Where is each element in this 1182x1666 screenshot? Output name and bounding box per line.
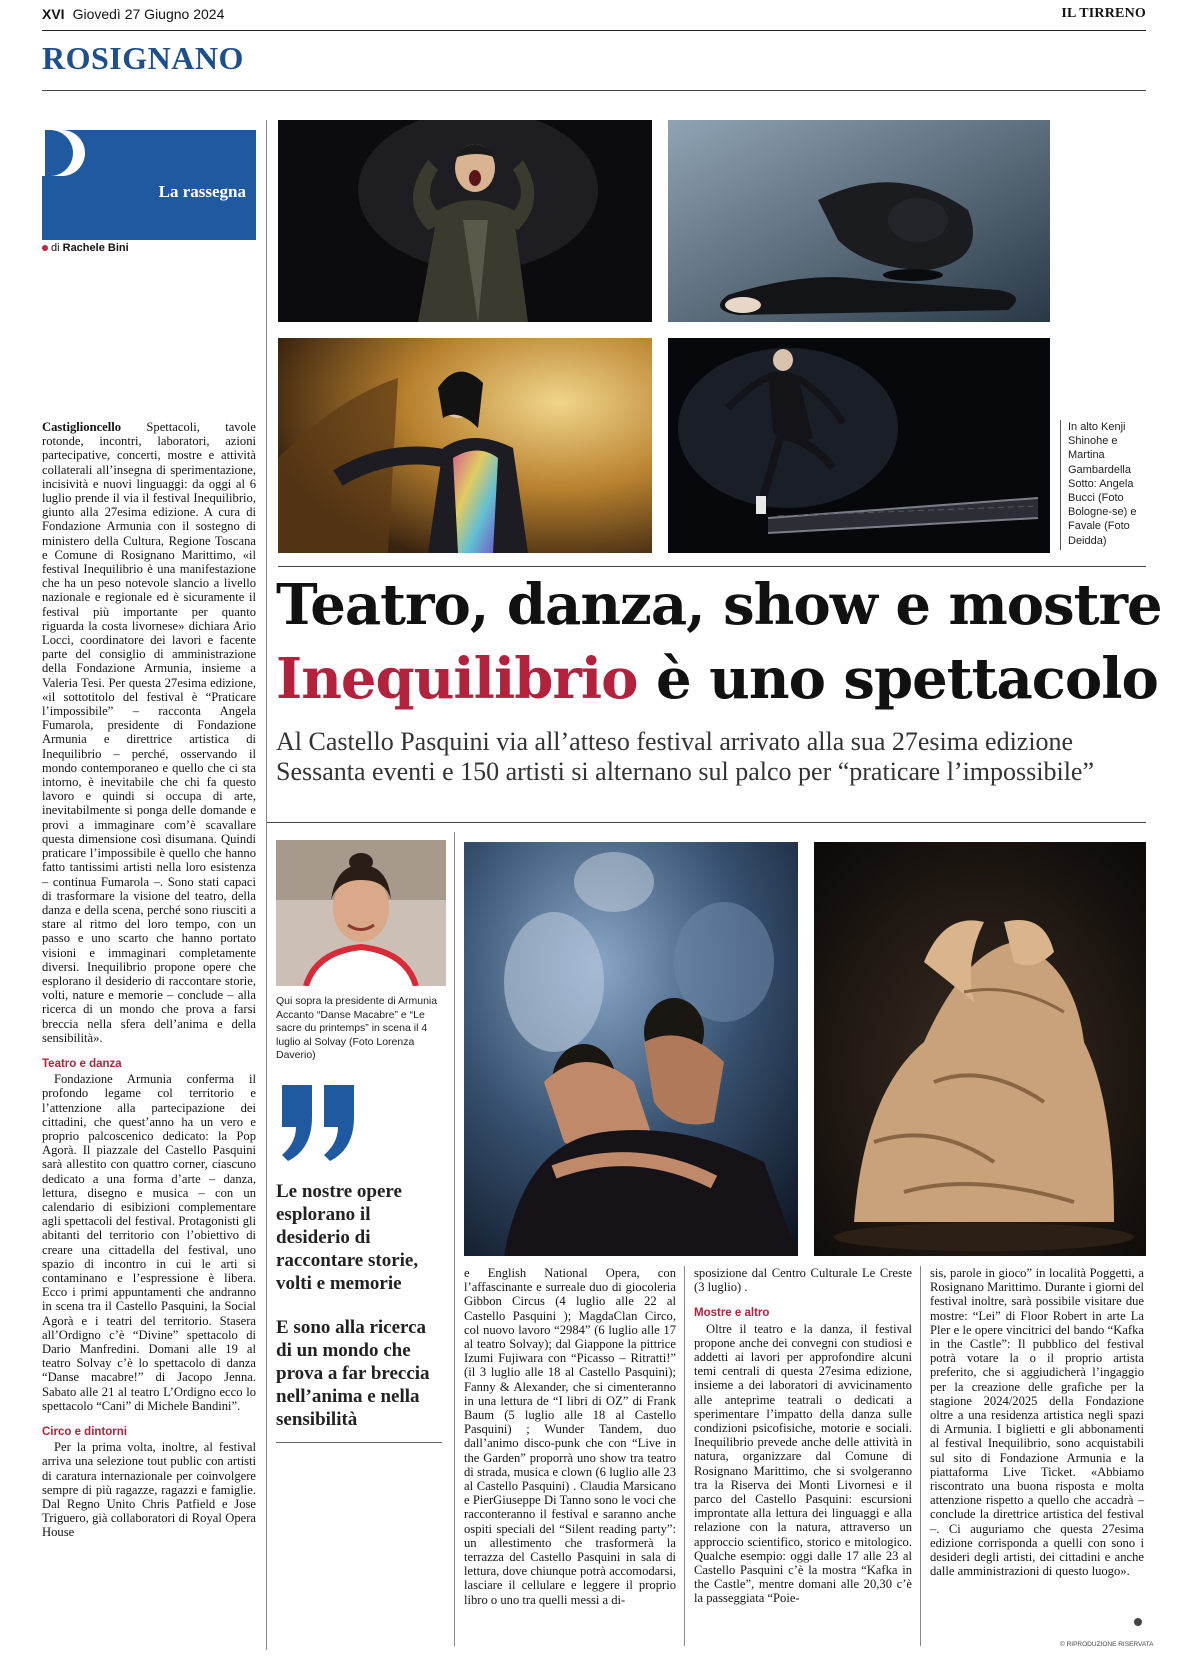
subheadline-1: Al Castello Pasquini via all’atteso festival arrivato alla sua 27esima edizione — [276, 727, 1074, 756]
subhead-circo: Circo e dintorni — [42, 1426, 127, 1439]
column-divider — [684, 1266, 685, 1646]
byline: di Rachele Bini — [42, 242, 129, 254]
header-divider — [42, 30, 1146, 31]
photo-caption-portrait: Qui sopra la presidente di Armunia Accanto “Danse Macabre” e “Le sacre du printemps” in scena il 4 luglio al Solvay (Foto Lorenza Daverio) — [276, 995, 438, 1062]
article-paragraph: Fondazione Armunia conferma il profondo legame col territorio e l’attenzione alla partecipazione dei cittadini, che quest’anno ha un vero e proprio palcoscenico dedicato: la Pop Agorà. Il piazzale del Castello Pasquini sarà allestito con quattro corner, ciascuno dedicato a una forma d’arte – danza, lettura, disegno e musica – con un calendario di esibizioni complementare agli spettacoli del festival. Protagonisti gli abitanti del territorio con l’obiettivo di creare una cittadella del festival, uno spazio di incontro in cui le arti si contaminano e l’espressione è libera. Ecco i primi appuntamenti che andranno in scena tra il Castello Pasquini, la Social Agorà e i teatri del territorio. Stasera all’Ordigno c’è “Divine” spettacolo di Dario Manfredini. Domani alle 19 al teatro Solvay c’è lo spettacolo di danza “Danse macabre!” di Jacopo Jenna. Sabato alle 21 al teatro L’Ordigno ecco lo spettacolo “Cani” di Michele Bandini”. — [42, 1072, 256, 1413]
headline-festival-name: Inequilibrio — [276, 646, 638, 712]
photo-martina-gambardella — [668, 120, 1050, 322]
column-divider — [266, 120, 267, 1650]
article-column-2 — [464, 1266, 676, 1607]
article-paragraph: Castiglioncello Spettacoli, tavole rotonde, incontri, laboratori, azioni partecipative, concerti, mostre e attività collaterali all’insegna di sperimentazione, incisività e nuovi linguaggi: da oggi al 6 luglio prende il via il festival Inequilibrio, giunto alla 27esima edizione. A cura di Fondazione Armunia con il sostegno di ministero della Cultura, Regione Toscana e Comune di Rosignano Marittimo, «il festival Inequilibrio è una manifestazione che ha un peso notevole slancio a livello nazionale e regionale ed è sicuramente il festival più importante per quanto riguarda la costa livornese» dichiara Ario Locci, coordinatore dei lavori e facente parte del consiglio di amministrazione della Fondazione Armunia, insieme a Valeria Tesi. Per questa 27esima edizione, «il sottotitolo del festival è “Praticare l’impossibile” – racconta Angela Fumarola, presidente di Fondazione Armunia e direttrice artistica di Inequilibrio – perché, osservando il mondo contemporaneo e quello che ci sta intorno, è inevitabile che chi fa questo lavoro e quindi si occupa di arte, inevitabilmente si ponga delle domande e provi a immaginare com’è scavallare questa dimensione così disumana. Quindi praticare l’impossibile è quello che hanno fatto tantissimi artisti nella loro esistenza – continua Fumarola –. Sono stati capaci di trasformare la visione del teatro, della danza e della scena, perché sono riusciti a stare al ritmo del loro tempo, con un passo e uno scarto che hanno portato visioni e immaginari completamente diversi. Inequilibrio propone opere che esplorano il desiderio di raccontare storie, volti, nature e memorie – conclude – alla ricerca di un mondo che prova a farsi breccia nella sfera dell’anima e della sensibilità». — [42, 420, 256, 1045]
headline-line1: Teatro, danza, show e mostre — [276, 572, 1162, 638]
caption-divider — [1060, 420, 1061, 550]
section-title: ROSIGNANO — [42, 40, 244, 76]
article-paragraph: sposizione dal Centro Culturale Le Creste (3 luglio) . — [694, 1266, 912, 1295]
issue-date: Giovedì 27 Giugno 2024 — [72, 6, 225, 22]
photo-angela-fumarola — [276, 840, 446, 986]
photo-favale — [668, 338, 1050, 553]
newspaper-name: IL TIRRENO — [1061, 6, 1146, 21]
article-paragraph: e English National Opera, con l’affascinante e surreale duo di giocoleria Gibbon Circus (4 luglio alle 22 al Castello Pasquini ); MagdaClan Circo, col nuovo lavoro “2984” (6 luglio alle 17 al teatro Solvay); dal Giappone la pittrice Izumi Fujiwara con “Picasso – Ritratti!” (il 3 luglio alle 18 al Castello Pasquini); Fanny & Alexander, che si cimenteranno in una lettura de “I libri di OZ” di Frank Baum (5 luglio alle 18 al Castello Pasquini) ; Wunder Tandem, duo dall’animo disco-punk che con “Live in the Garden” proporrà uno show tra teatro di strada, musica e clown (6 luglio alle 23 al Castello Pasquini) . Claudia Marsicano e PierGiuseppe Di Tanno sono le voci che racconteranno il festival e saranno anche ospiti speciali del “Silent reading party”: un allestimento che trasformerà la terrazza del Castello Pasquini in sala di lettura, dove chiunque potrà accomodarsi, lasciare il cellulare e leggere il proprio libro o uno tra quelli messi a di- — [464, 1266, 676, 1607]
article-paragraph: Oltre il teatro e la danza, il festival propone anche dei convegni con studiosi e addetti ai lavori per approfondire alcuni temi centrali di questa 27esima edizione, insieme a dei laboratori di avvicinamento alle anteprime teatrali o dedicati a sperimentare l’impatto della danza sulle condizioni psicofisiche, motorie e sociali. Inequilibrio prevede anche delle attività in natura, organizzare dal Comune di Rosignano Marittimo, che si svolgeranno tra la Riserva dei Monti Livornesi e il parco del Castello Pasquini: escursioni improntate alla lettura dei linguaggi e alla relazione con la natura, attraverso un approccio scientifico, storico e mitologico. Qualche esempio: oggi dalle 17 alle 23 al Castello Pasquini c’è la mostra “Kafka in the Castle”, mentre domani alle 20,30 c’è la passeggiata “Poie- — [694, 1321, 912, 1606]
article-end-icon — [1134, 1618, 1142, 1626]
dateline: Castiglioncello — [42, 420, 122, 434]
article-paragraph: Per la prima volta, inoltre, al festival arriva una selezione tout public con artisti di caratura internazionale per coinvolgere sempre di più ragazze, ragazzi e famiglie. Dal Regno Unito Chris Patfield e Jose Triguero, già collaboratori di Royal Opera House — [42, 1440, 256, 1540]
photo-angela-bucci — [278, 338, 652, 553]
pull-quote-divider — [276, 1442, 442, 1443]
article-column-1 — [42, 420, 256, 1540]
quote-sign-icon — [42, 130, 86, 176]
pull-quote-1: Le nostre opere esplorano il desiderio di raccontare storie, volti e memorie — [276, 1181, 419, 1294]
photo-caption-top: In alto Kenji Shinohe e Martina Gambardella Sotto: Angela Bucci (Foto Bologne-se) e Favale (Foto Deidda) — [1068, 421, 1137, 547]
section-divider — [42, 90, 1146, 91]
article-column-4 — [930, 1266, 1144, 1578]
subhead-teatro-danza: Teatro e danza — [42, 1057, 122, 1070]
headline-line2: Inequilibrio è uno spettacolo — [276, 646, 1158, 712]
photo-le-sacre-du-printemps — [814, 842, 1146, 1256]
article-column-3 — [694, 1266, 912, 1606]
rubric-label: La rassegna — [158, 182, 246, 201]
subheadline-2: Sessanta eventi e 150 artisti si alternano sul palco per “praticare l’impossibile” — [276, 757, 1095, 786]
headline-divider-top — [278, 566, 1146, 567]
photo-danse-macabre — [464, 842, 798, 1256]
copyright-notice: © RIPRODUZIONE RISERVATA — [1060, 1641, 1154, 1648]
page-header-left — [42, 6, 224, 22]
headline-divider-bottom — [266, 822, 1146, 823]
author-name: Rachele Bini — [62, 242, 129, 254]
quotation-mark-icon — [278, 1085, 360, 1163]
column-divider — [920, 1266, 921, 1646]
photo-kenji-shinohe — [278, 120, 652, 322]
subhead-mostre: Mostre e altro — [694, 1307, 770, 1320]
byline-dot-icon — [42, 245, 48, 251]
pull-quote-2: E sono alla ricerca di un mondo che prova a far breccia nell’anima e nella sensibilità — [276, 1317, 430, 1430]
column-divider — [454, 832, 455, 1646]
page-number: XVI — [42, 6, 65, 22]
article-paragraph: sis, parole in gioco” in località Poggetti, a Rosignano Marittimo. Durante i giorni del festival inoltre, sarà possibile visitare due mostre: “Lei” di Floor Robert in arte La Pler e le opere vincitrici del bando “Kafka in the Castle”: Il pubblico del festival potrà votare la o il proprio artista preferito, che si aggiudicherà l’ingaggio per la creazione delle grafiche per la stagione 2024/2025 della Fondazione oltre a una residenza artistica negli spazi di Armunia. I biglietti e gli abbonamenti al festival Inequilibrio, sono acquistabili sul sito di Fondazione Armunia e la piattaforma Live Ticket. «Abbiamo riscontrato una buona risposta e molta attenzione rispetto a quello che accadrà – conclude la direttrice artistica del festival –. Ci auguriamo che questa 27esima edizione corrisponda a quelli con sono i desideri degli artisti, dei cittadini e anche dalle amministrazioni di questo luogo». — [930, 1266, 1144, 1579]
